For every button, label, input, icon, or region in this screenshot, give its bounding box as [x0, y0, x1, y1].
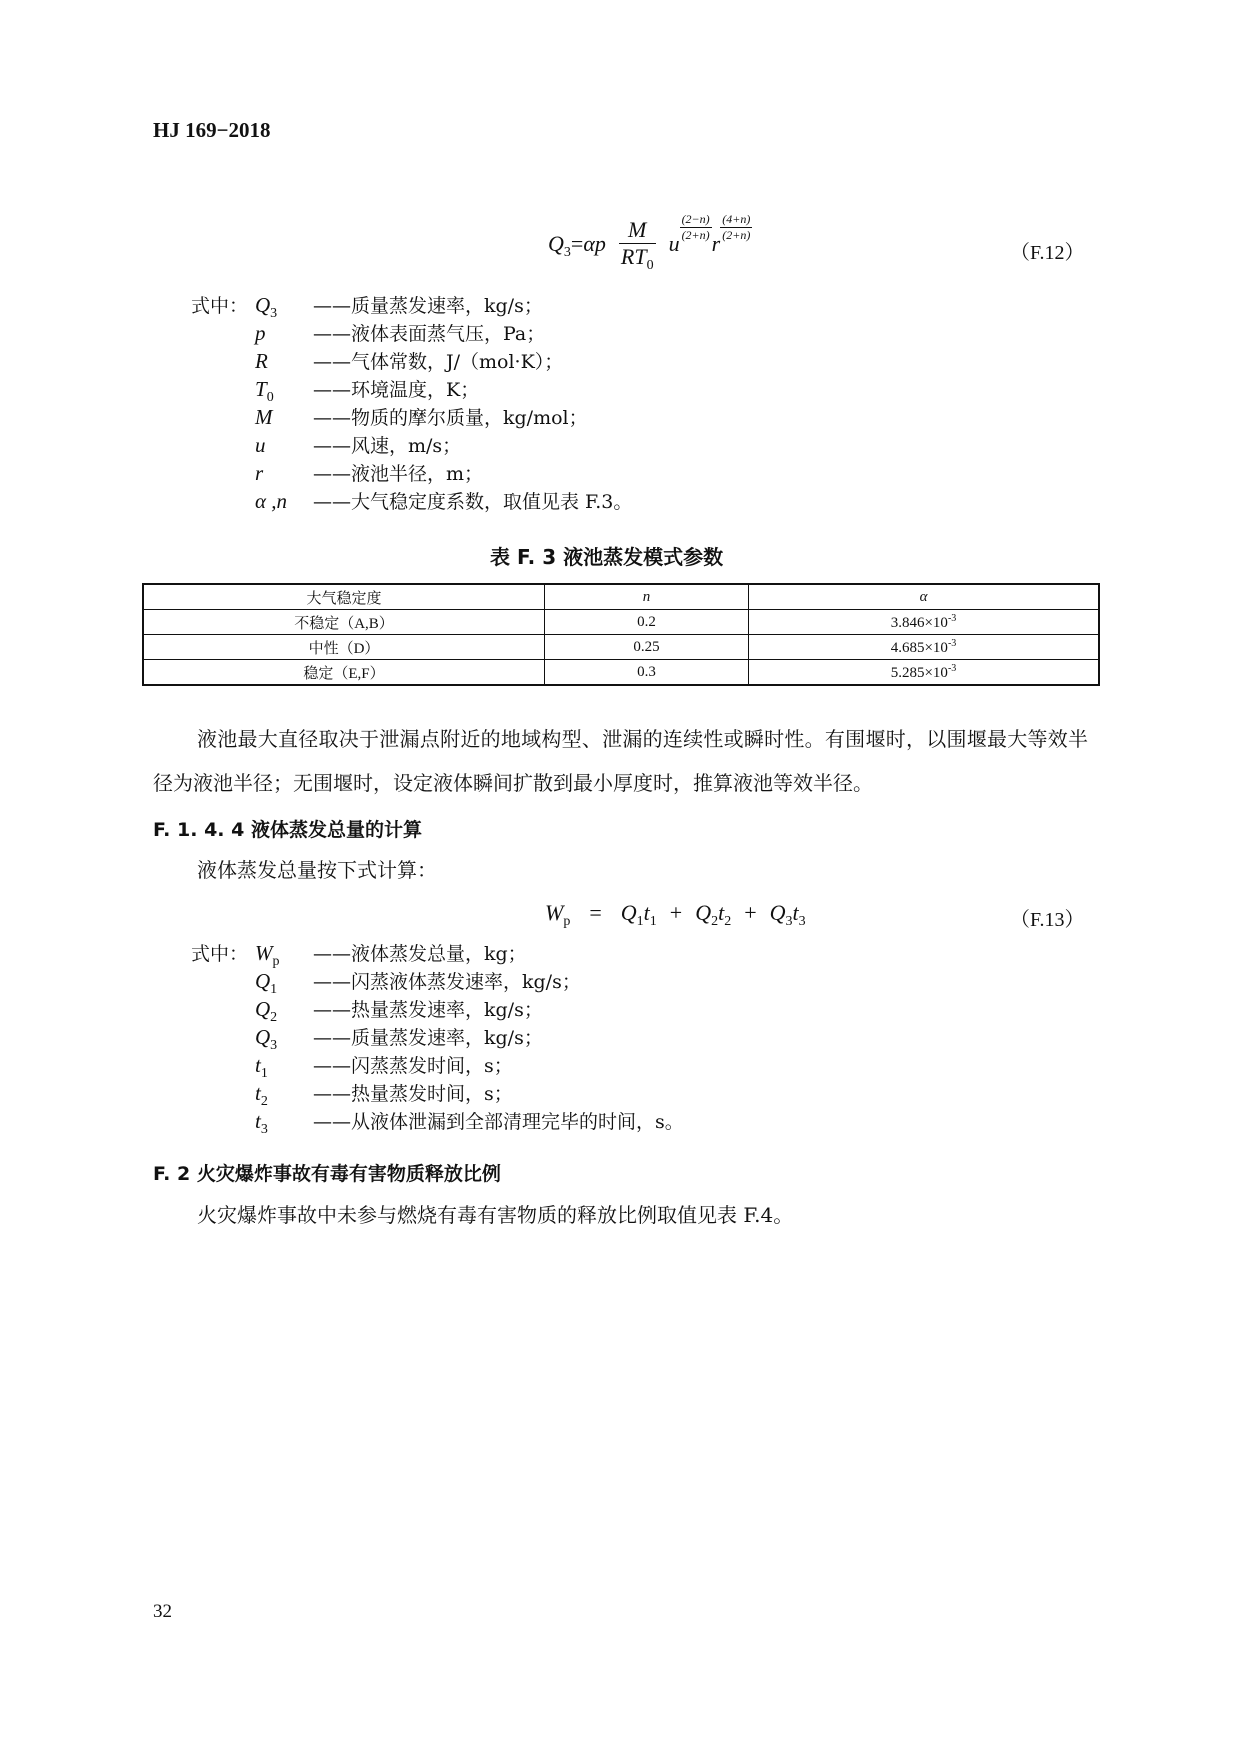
- variable-description: ——风速，m/s；: [313, 435, 462, 457]
- variable-symbol: $t_2$: [255, 1081, 268, 1109]
- table-f3: [142, 583, 1100, 686]
- equation-f12-number: （F.12）: [1010, 242, 1085, 264]
- variable-definition: [191, 347, 563, 378]
- variable-description: ——物质的摩尔质量，kg/mol；: [313, 407, 588, 429]
- variable-description: ——大气稳定度系数，取值见表 F.3。: [313, 491, 633, 513]
- variable-symbol: p: [255, 321, 266, 345]
- table-row: [143, 660, 1099, 686]
- variable-definition: [191, 375, 479, 406]
- variable-description: ——液体蒸发总量，kg；: [313, 943, 527, 965]
- variable-symbol: $W_p$: [255, 941, 280, 969]
- section-heading-f2: F. 2 火灾爆炸事故有毒有害物质释放比例: [153, 1163, 501, 1185]
- eq12-u: u: [668, 231, 680, 256]
- variable-description: ——热量蒸发时间，s；: [313, 1083, 513, 1105]
- variable-description: ——液池半径，m；: [313, 463, 484, 485]
- variable-definition: [191, 487, 632, 518]
- variable-description: ——闪蒸液体蒸发速率，kg/s；: [313, 971, 581, 993]
- cell-alpha: $5.285\times 10^{-3}$: [749, 660, 1100, 686]
- cell-alpha: $4.685\times 10^{-3}$: [749, 635, 1100, 660]
- variable-symbol: $T_0$: [255, 377, 274, 405]
- variable-definition: [191, 1107, 684, 1138]
- table-f3-caption: 表 F. 3 液池蒸发模式参数: [490, 545, 724, 569]
- eq12-lhs: $Q_3$: [548, 231, 571, 260]
- variable-description: ——质量蒸发速率，kg/s；: [313, 1027, 543, 1049]
- variable-description: ——从液体泄漏到全部清理完毕的时间，s。: [313, 1111, 684, 1133]
- variable-symbol: $Q_3$: [255, 1025, 278, 1053]
- variable-prefix: 式中：: [191, 295, 249, 317]
- variable-description: ——质量蒸发速率，kg/s；: [313, 295, 543, 317]
- variable-symbol: $t_3$: [255, 1109, 268, 1137]
- eq12-fraction: [619, 217, 656, 274]
- equation-f13: $W_p = Q_1t_1 + Q_2t_2 + Q_3t_3$: [545, 900, 806, 929]
- variable-symbol: $Q_2$: [255, 997, 278, 1025]
- document-header: HJ 169−2018: [153, 118, 271, 142]
- cell-stability: 稳定（E,F）: [143, 660, 545, 686]
- variable-symbol: α ,n: [255, 489, 288, 513]
- variable-definition: [191, 403, 588, 434]
- equation-f13-number: （F.13）: [1010, 909, 1085, 931]
- table-row: [143, 610, 1099, 635]
- variable-definition: [191, 995, 543, 1026]
- cell-n: 0.2: [545, 610, 749, 635]
- variable-definition: [191, 1051, 513, 1082]
- section-heading-f144: F. 1. 4. 4 液体蒸发总量的计算: [153, 819, 422, 841]
- cell-alpha: $3.846\times 10^{-3}$: [749, 610, 1100, 635]
- variable-definition: [191, 939, 527, 970]
- eq12-r-exponent: $\frac{(4+n)}{(2+n)}$: [722, 212, 751, 242]
- variable-description: ——环境温度，K；: [313, 379, 480, 401]
- variable-symbol: r: [255, 461, 264, 485]
- variable-definition: [191, 319, 545, 350]
- eq12-equals: =: [570, 231, 584, 256]
- table-header-row: [143, 584, 1099, 610]
- variable-symbol: R: [255, 349, 268, 373]
- paragraph-total-evaporation: 液体蒸发总量按下式计算：: [197, 858, 437, 882]
- variable-definition: [191, 459, 483, 490]
- eq12-u-exponent: $\frac{(2-n)}{(2+n)}$: [681, 212, 710, 242]
- variable-definition: [191, 1079, 513, 1110]
- eq12-coef: αp: [583, 231, 606, 256]
- variable-definition: [191, 291, 543, 322]
- eq12-frac-num: M: [619, 217, 656, 244]
- equation-f12: [548, 212, 752, 274]
- header-alpha: α: [749, 584, 1100, 610]
- paragraph-pool-diameter: 液池最大直径取决于泄漏点附近的地域构型、泄漏的连续性或瞬时性。有围堰时，以围堰最大等效半径为液池半径；无围堰时，设定液体瞬间扩散到最小厚度时，推算液池等效半径。: [153, 727, 1088, 795]
- variable-description: ——闪蒸蒸发时间，s；: [313, 1055, 513, 1077]
- cell-stability: 不稳定（A,B）: [143, 610, 545, 635]
- header-stability: 大气稳定度: [143, 584, 545, 610]
- header-n: n: [545, 584, 749, 610]
- eq12-frac-den: $RT_0$: [620, 243, 654, 273]
- cell-n: 0.3: [545, 660, 749, 686]
- variable-description: ——气体常数，J/（mol·K）；: [313, 351, 564, 373]
- paragraph-fire-explosion-release: 火灾爆炸事故中未参与燃烧有毒有害物质的释放比例取值见表 F.4。: [197, 1203, 794, 1227]
- cell-n: 0.25: [545, 635, 749, 660]
- eq12-r: r: [711, 231, 721, 256]
- variable-definition: [191, 431, 461, 462]
- variable-description: ——液体表面蒸气压，Pa；: [313, 323, 546, 345]
- page-number: 32: [153, 1601, 172, 1622]
- cell-stability: 中性（D）: [143, 635, 545, 660]
- variable-symbol: M: [255, 405, 273, 429]
- variable-description: ——热量蒸发速率，kg/s；: [313, 999, 543, 1021]
- variable-definition: [191, 1023, 543, 1054]
- variable-definition: [191, 967, 581, 998]
- variable-symbol: $Q_1$: [255, 969, 278, 997]
- variable-symbol: $t_1$: [255, 1053, 268, 1081]
- variable-symbol: u: [255, 433, 266, 457]
- table-row: [143, 635, 1099, 660]
- variable-prefix: 式中：: [191, 943, 249, 965]
- variable-symbol: $Q_3$: [255, 293, 278, 321]
